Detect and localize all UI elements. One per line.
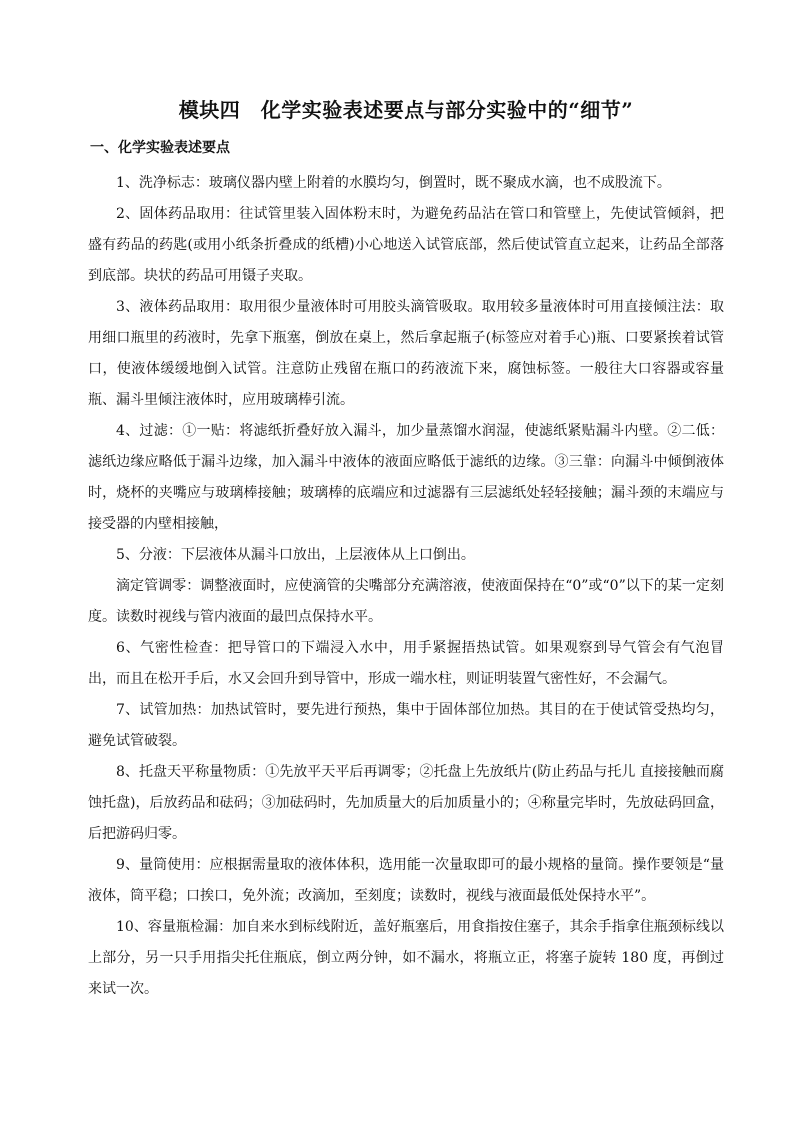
paragraph-balance: 8、托盘天平称量物质：①先放平天平后再调零；②托盘上先放纸片(防止药品与托儿 直接接触而腐蚀托盘)，后放药品和砝码；③加砝码时，先加质量大的后加质量小的；④称量完毕时，先放砝码回盒，后把游码归零。 — [88, 764, 724, 842]
paragraph-washing: 1、洗净标志：玻璃仪器内壁上附着的水膜均匀，倒置时，既不聚成水滴，也不成股流下。 — [116, 175, 671, 191]
paragraph-airtightness: 6、气密性检查：把导管口的下端浸入水中，用手紧握捂热试管。如果观察到导气管会有气泡冒出，而且在松开手后，水又会回升到导管中，形成一端水柱，则证明装置气密性好，不会漏气。 — [88, 640, 724, 687]
paragraph-burette-zero: 滴定管调零：调整液面时，应使滴管的尖嘴部分充满溶液，使液面保持在“0”或“0”以下的某一定刻度。读数时视线与管内液面的最凹点保持水平。 — [88, 578, 724, 625]
paragraph-cylinder: 9、量筒使用：应根据需量取的液体体积，选用能一次量取即可的最小规格的量筒。操作要领是“量液体，筒平稳；口挨口，免外流；改滴加，至刻度；读数时，视线与液面最低处保持水平”。 — [88, 857, 724, 904]
paragraph-filtration: 4、过滤：①一贴：将滤纸折叠好放入漏斗，加少量蒸馏水润湿，使滤纸紧贴漏斗内壁。②二低：滤纸边缘应略低于漏斗边缘，加入漏斗中液体的液面应略低于滤纸的边缘。③三靠：向漏斗中倾倒液体时，烧杯的夹嘴应与玻璃棒接触；玻璃棒的底端应和过滤器有三层滤纸处轻轻接触；漏斗颈的末端应与接受器的内壁相接触， — [88, 423, 724, 532]
paragraph-solid-reagent: 2、固体药品取用：往试管里装入固体粉末时，为避免药品沾在管口和管壁上，先使试管倾斜，把盛有药品的药匙(或用小纸条折叠成的纸槽)小心地送入试管底部，然后使试管直立起来，让药品全部落到底部。块状的药品可用镊子夹取。 — [88, 206, 724, 284]
paragraph-flask-leak: 10、容量瓶检漏：加自来水到标线附近，盖好瓶塞后，用食指按住塞子，其余手指拿住瓶颈标线以上部分，另一只手用指尖托住瓶底，倒立两分钟，如不漏水，将瓶立正，将塞子旋转 180 度，再倒过来试一次。 — [88, 919, 724, 997]
document-page — [88, 96, 724, 1005]
paragraph-liquid-reagent: 3、液体药品取用：取用很少量液体时可用胶头滴管吸取。取用较多量液体时可用直接倾注法：取用细口瓶里的药液时，先拿下瓶塞，倒放在桌上，然后拿起瓶子(标签应对着手心)瓶、口要紧挨着试管口，使液体缓缓地倒入试管。注意防止残留在瓶口的药液流下来，腐蚀标签。一般往大口容器或容量瓶、漏斗里倾注液体时，应用玻璃棒引流。 — [88, 299, 724, 408]
paragraph-separation: 5、分液：下层液体从漏斗口放出，上层液体从上口倒出。 — [116, 547, 475, 563]
section-heading: 一、化学实验表述要点 — [90, 140, 230, 156]
paragraph-tube-heating: 7、试管加热：加热试管时，要先进行预热，集中于固体部位加热。其目的在于使试管受热均匀，避免试管破裂。 — [88, 702, 724, 749]
page-title: 模块四 化学实验表述要点与部分实验中的“细节” — [178, 98, 634, 122]
